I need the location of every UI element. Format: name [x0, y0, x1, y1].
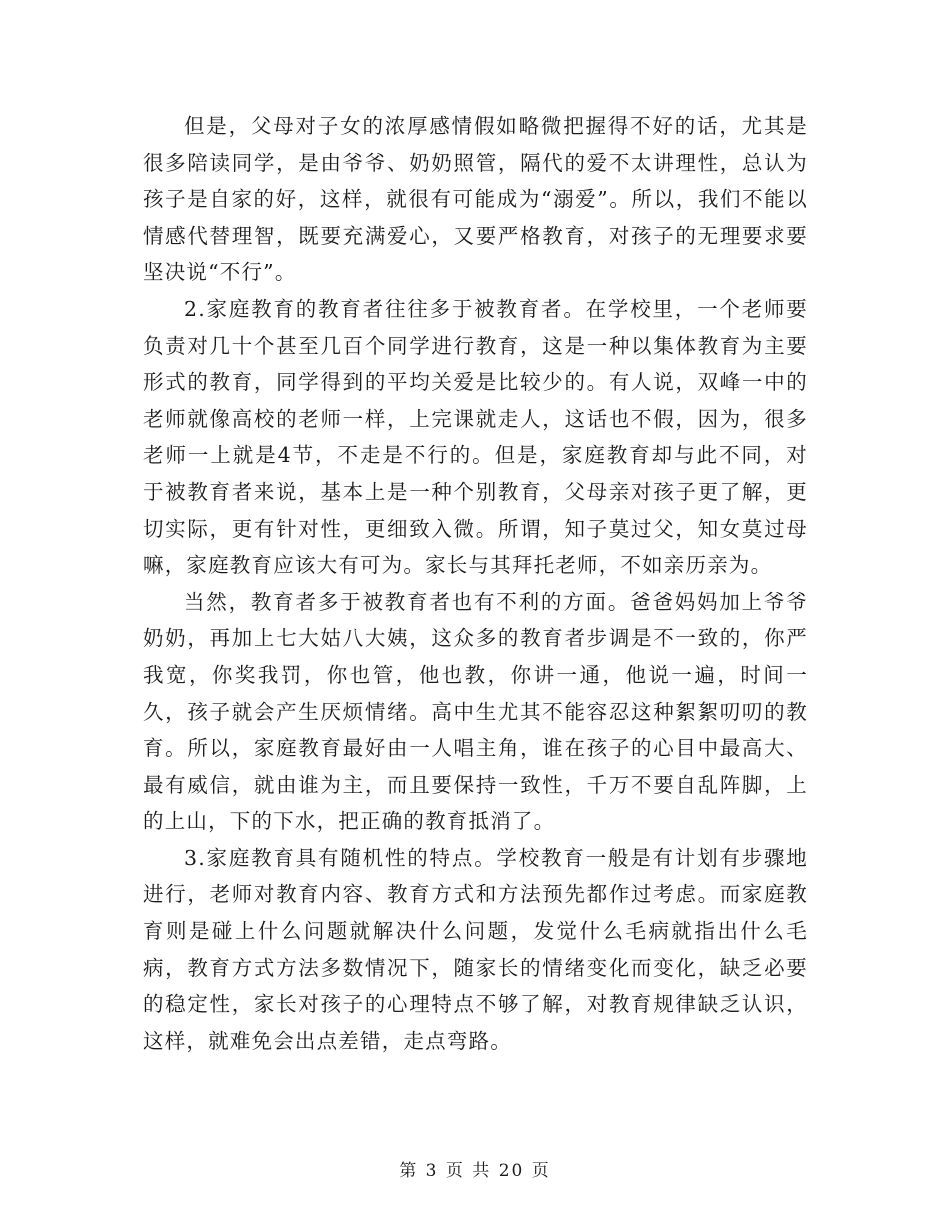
paragraph: 当然，教育者多于被教育者也有不利的方面。爸爸妈妈加上爷爷奶奶，再加上七大姑八大姨，这众多的教育者步调是不一致的，你严我宽，你奖我罚，你也管，他也教，你讲一通，他说一遍，时间一久，孩子就会产生厌烦情绪。高中生尤其不能容忍这种絮絮叨叨的教育。所以，家庭教育最好由一人唱主角，谁在孩子的心目中最高大、最有威信，就由谁为主，而且要保持一致性，千万不要自乱阵脚，上的上山，下的下水，把正确的教育抵消了。 — [143, 589, 808, 834]
paragraph: 但是，父母对子女的浓厚感情假如略微把握得不好的话，尤其是很多陪读同学，是由爷爷、奶奶照管，隔代的爱不太讲理性，总认为孩子是自家的好，这样，就很有可能成为“溺爱”。所以，我们不能以情感代替理智，既要充满爱心，又要严格教育，对孩子的无理要求要坚决说“不行”。 — [143, 114, 808, 285]
paragraph: 2.家庭教育的教育者往往多于被教育者。在学校里，一个老师要负责对几十个甚至几百个同学进行教育，这是一种以集体教育为主要形式的教育，同学得到的平均关爱是比较少的。有人说，双峰一中的老师就像高校的老师一样，上完课就走人，这话也不假，因为，很多老师一上就是4节，不走是不行的。但是，家庭教育却与此不同，对于被教育者来说，基本上是一种个别教育，父母亲对孩子更了解，更切实际，更有针对性，更细致入微。所谓，知子莫过父，知女莫过母嘛，家庭教育应该大有可为。家长与其拜托老师，不如亲历亲为。 — [143, 296, 808, 578]
paragraph: 3.家庭教育具有随机性的特点。学校教育一般是有计划有步骤地进行，老师对教育内容、教育方式和方法预先都作过考虑。而家庭教育则是碰上什么问题就解决什么问题，发觉什么毛病就指出什么毛病，教育方式方法多数情况下，随家长的情绪变化而变化，缺乏必要的稳定性，家长对孩子的心理特点不够了解，对教育规律缺乏认识，这样，就难免会出点差错，走点弯路。 — [143, 845, 808, 1053]
body-text — [143, 108, 808, 1059]
page-number-footer: 第 3 页 共 20 页 — [399, 1161, 551, 1181]
